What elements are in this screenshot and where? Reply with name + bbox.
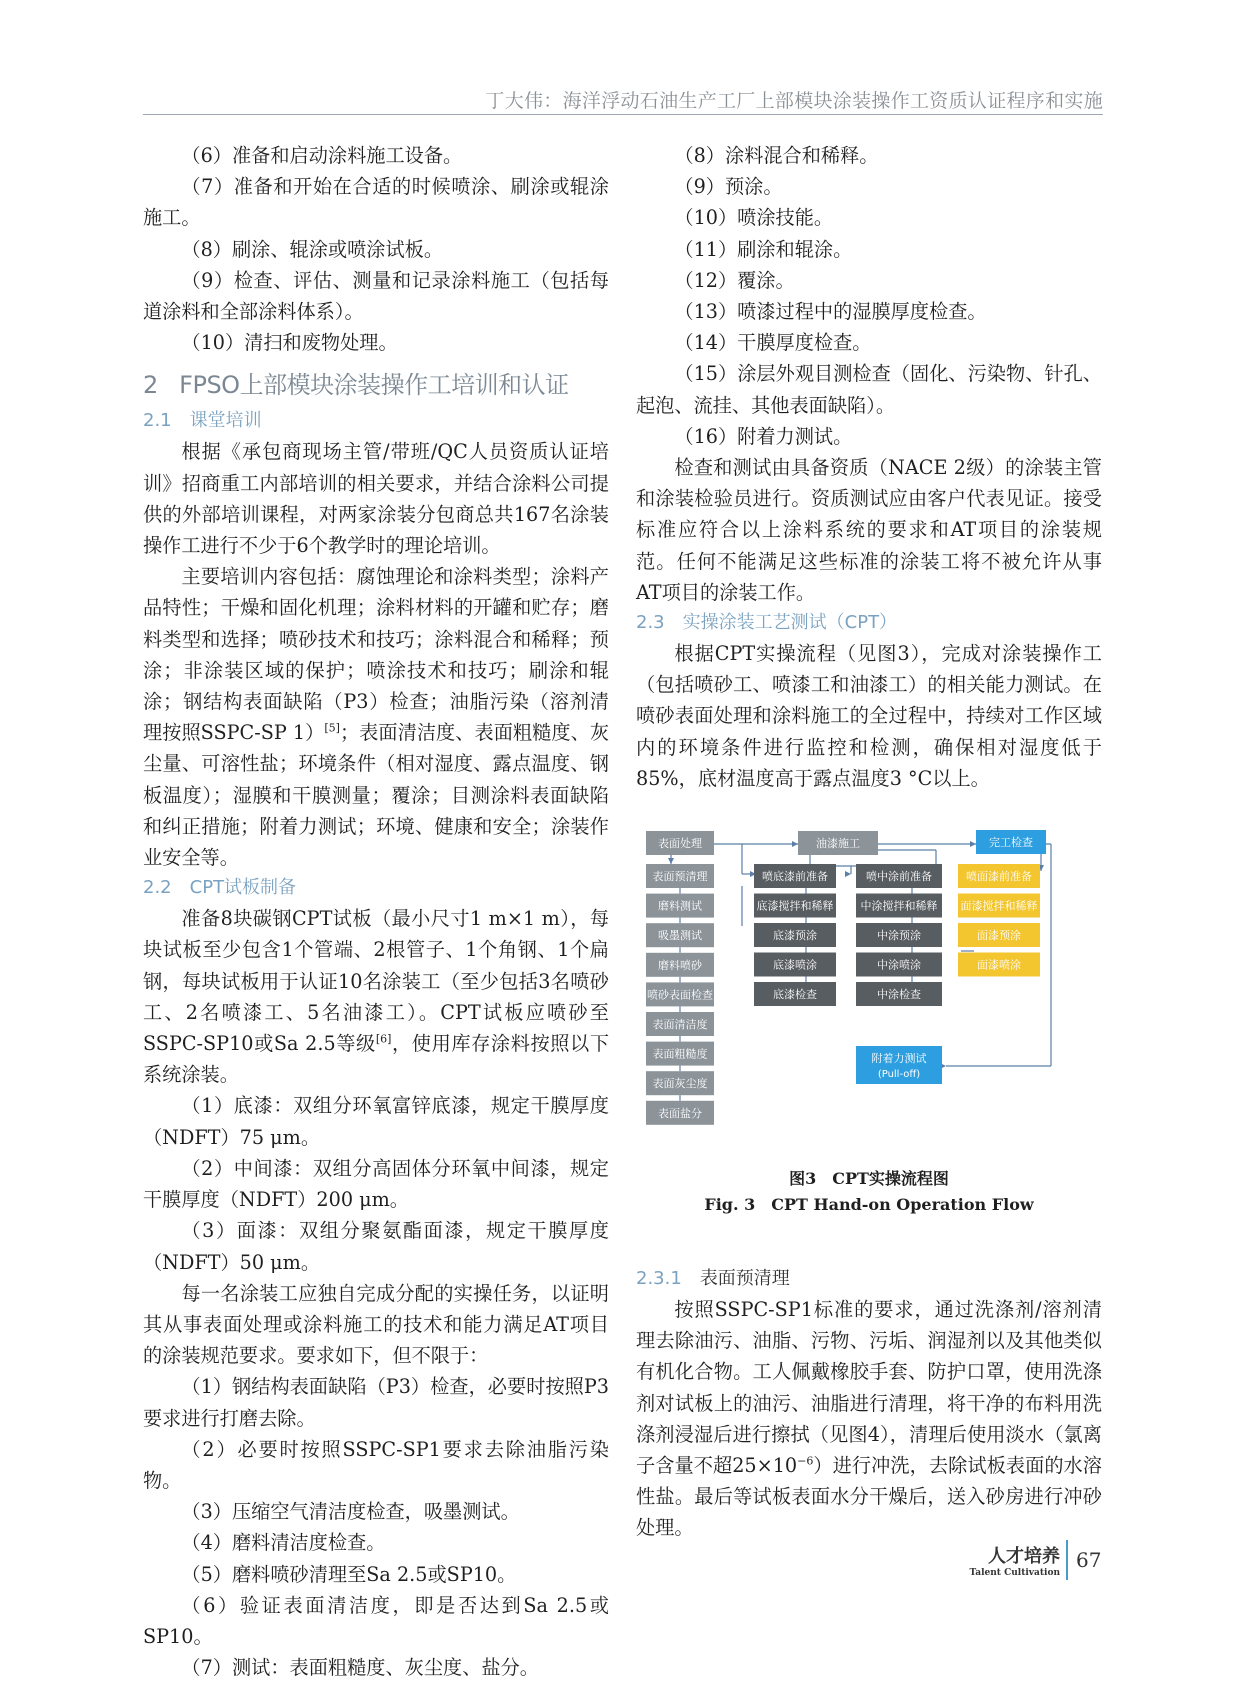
paragraph: 主要培训内容包括：腐蚀理论和涂料类型；涂料产品特性；干燥和固化机理；涂料材料的开罐和贮存；磨料类型和选择；喷砂技术和技巧；涂料混合和稀释；预涂；非涂装区域的保护；喷涂技术和技巧；刷涂和辊涂；钢结构表面缺陷（P3）检查；油脂污染（溶剂清理按照SSPC-SP 1）[5]；表面清洁度、表面粗糙度、灰尘量、可溶性盐；环境条件（相对湿度、露点温度、钢板温度）；湿膜和干膜测量；覆涂；目测涂料表面缺陷和纠正措施；附着力测试；环境、健康和安全；涂装作业安全等。 [143,565,610,870]
right-column-top [636,140,1102,794]
box-surface-step-label: 喷砂表面检查 [647,988,713,1002]
list-item: （3）面漆：双组分聚氨酯面漆，规定干膜厚度（NDFT）50 μm。 [143,1219,609,1274]
box-surface-step-label: 表面盐分 [658,1106,702,1120]
section-heading-2-3-1: 2.3.1 表面预清理 [636,1268,790,1289]
list-item: （9）预涂。 [674,175,783,199]
list-item: （14）干膜厚度检查。 [674,331,872,355]
list-item: （2）中间漆：双组分高固体分环氧中间漆，规定干膜厚度（NDFT）200 μm。 [143,1156,609,1212]
adhesion-label-2: (Pull-off) [877,1069,921,1080]
list-item: （7）测试：表面粗糙度、灰尘度、盐分。 [181,1656,539,1680]
box-topcoat-step-label: 面漆喷涂 [977,958,1021,972]
box-mid-step-label: 中涂检查 [877,988,921,1001]
box-surface-step-label: 表面预清理 [652,870,708,883]
box-surface-step-label: 表面灰尘度 [652,1077,708,1091]
box-final-inspection-label: 完工检查 [989,836,1033,849]
list-item: （6）准备和启动涂料施工设备。 [181,144,463,167]
box-primer-step-label: 底漆搅拌和稀释 [756,899,834,913]
box-surface-step-label: 表面清洁度 [652,1018,708,1031]
list-item: （9）检查、评估、测量和记录涂料施工（包括每道涂料和全部涂料体系）。 [143,268,609,324]
flow-arrow [845,871,851,877]
footer-brand [960,1542,1060,1578]
box-topcoat-step-label: 面漆搅拌和稀释 [960,899,1038,913]
figure-caption-en: Fig. 3 CPT Hand-on Operation Flow [704,1195,1034,1214]
box-surface-step-label: 磨料喷砂 [658,958,702,972]
adhesion-label-1: 附着力测试 [871,1052,927,1065]
box-primer-step-label: 喷底漆前准备 [762,870,828,883]
list-item: （12）覆涂。 [674,268,795,292]
flow-arrow [970,841,976,847]
paragraph: 检查和测试由具备资质（NACE 2级）的涂装主管和涂装检验员进行。资质测试应由客户代表见证。接受标准应符合以上涂料系统的要求和AT项目的涂装规范。任何不能满足这些标准的涂装工将不被允许从事AT项目的涂装工作。 [636,456,1102,604]
footer-divider [1066,1540,1068,1580]
section-heading-2-1: 2.1 课堂培训 [143,410,262,432]
list-item: （8）刷涂、辊涂或喷涂试板。 [181,237,444,261]
box-primer-step-label: 底漆喷涂 [773,958,817,972]
paragraph: 根据《承包商现场主管/带班/QC人员资质认证培训》招商重工内部培训的相关要求，并结合涂料公司提供的外部培训课程，对两家涂装分包商总共167名涂装操作工进行不少于6个教学时的理论培训。 [143,440,609,558]
box-mid-step-label: 喷中涂前准备 [866,870,932,883]
box-surface-step-label: 表面粗糙度 [652,1047,708,1061]
list-item: （13）喷漆过程中的湿膜厚度检查。 [674,300,987,324]
list-item: （1）钢结构表面缺陷（P3）检查，必要时按照P3要求进行打磨去除。 [143,1375,609,1430]
list-item: （11）刷涂和辊涂。 [674,237,853,261]
paragraph: 每一名涂装工应独自完成分配的实操任务，以证明其从事表面处理或涂料施工的技术和能力满足AT项目的涂装规范要求。要求如下，但不限于： [143,1281,609,1368]
paragraph: 根据CPT实操流程（见图3），完成对涂装操作工（包括喷砂工、喷漆工和油漆工）的相关能力测试。在喷砂表面处理和涂料施工的全过程中，持续对工作区域内的环境条件进行监控和检测，确保相对湿度低于85%，底材温度高于露点温度3 °C以上。 [636,642,1102,790]
paragraph: 准备8块碳钢CPT试板（最小尺寸1 m×1 m），每块试板至少包含1个管端、2根管子、1个角钢、1个扁钢，每块试板用于认证10名涂装工（至少包括3名喷砂工、2名喷漆工、5名油漆工）。CPT试板应喷砂至SSPC-SP10或Sa 2.5等级[6]，使用库存涂料按照以下系统涂装。 [143,907,610,1087]
paragraph: 按照SSPC-SP1标准的要求，通过洗涤剂/溶剂清理去除油污、油脂、污物、污垢、润湿剂以及其他类似有机化合物。工人佩戴橡胶手套、防护口罩，使用洗涤剂对试板上的油污、油脂进行清理，将干净的布料用洗涤剂浸湿后进行擦拭（见图4），清理后使用淡水（氯离子含量不超$25\times 10^{-6}$）进行冲洗，去除试板表面的水溶性盐。最后等试板表面水分干燥后，送入砂房进行冲砂处理。 [636,1298,1102,1540]
box-surface-treatment-label: 表面处理 [658,837,702,850]
list-item: （8）涂料混合和稀释。 [674,144,879,167]
box-surface-step-label: 吸墨测试 [658,929,702,943]
superscript: −6 [797,1454,814,1468]
list-item: （10）清扫和废物处理。 [181,331,398,355]
running-header [143,84,1103,115]
list-item: （2）必要时按照SSPC-SP1要求去除油脂污染物。 [143,1437,609,1492]
citation: [6] [375,1032,392,1046]
list-item: （1）底漆：双组分环氧富锌底漆，规定干膜厚度（NDFT）75 μm。 [143,1094,609,1149]
header-title: 丁大伟：海洋浮动石油生产工厂上部模块涂装操作工资质认证程序和实施 [485,90,1103,112]
list-item: （4）磨料清洁度检查。 [181,1531,386,1555]
box-paint-application-label: 油漆施工 [816,837,860,850]
box-primer-step-label: 底漆检查 [773,988,817,1001]
citation: [5] [324,721,340,735]
box-mid-step-label: 中涂搅拌和稀释 [860,899,938,913]
list-item: （6）验证表面清洁度，即是否达到Sa 2.5或SP10。 [143,1593,609,1648]
left-column [143,140,609,1683]
flow-arrow [668,858,674,864]
section-heading-2: 2 FPSO上部模块涂装操作工培训和认证 [143,371,569,400]
flow-arrow [792,841,798,847]
cpt-flow-diagram [646,826,1106,1146]
page-number: 67 [1076,1548,1102,1572]
list-item: （5）磨料喷砂清理至Sa 2.5或SP10。 [181,1562,517,1586]
list-item: （10）喷涂技能。 [674,206,834,230]
box-topcoat-step-label: 喷面漆前准备 [966,870,1032,883]
footer-brand-cn: 人才培养 [988,1546,1060,1567]
section-heading-2-2: 2.2 CPT试板制备 [143,877,297,899]
box-surface-step-label: 磨料测试 [658,899,702,913]
box-primer-step-label: 底漆预涂 [773,929,817,942]
footer-brand-en: Talent Cultivation [969,1568,1060,1578]
list-item: （7）准备和开始在合适的时候喷涂、刷涂或辊涂施工。 [143,175,609,230]
list-item: （3）压缩空气清洁度检查，吸墨测试。 [181,1500,520,1524]
figure-caption-cn: 图3 CPT实操流程图 [789,1169,949,1188]
box-mid-step-label: 中涂预涂 [877,929,921,942]
list-item: （15）涂层外观目测检查（固化、污染物、针孔、起泡、流挂、其他表面缺陷）。 [636,362,1102,417]
box-mid-step-label: 中涂喷涂 [877,958,921,972]
right-column-bottom [636,1264,1102,1544]
section-heading-2-3: 2.3 实操涂装工艺测试（CPT） [636,612,898,634]
list-item: （16）附着力测试。 [674,424,853,448]
box-topcoat-step-label: 面漆预涂 [977,929,1021,942]
